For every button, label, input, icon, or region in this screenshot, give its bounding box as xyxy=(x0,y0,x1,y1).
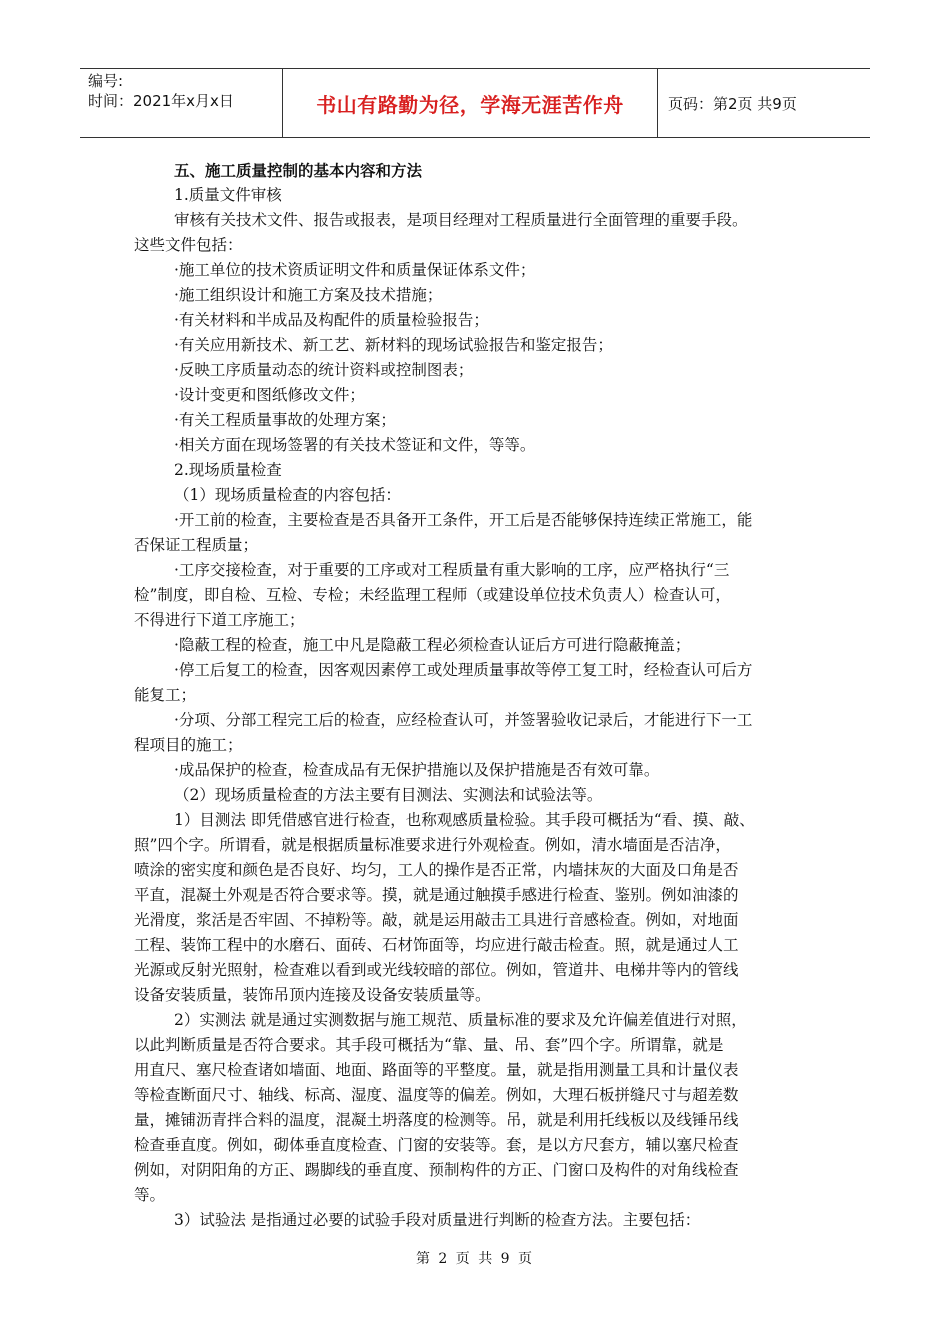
body-line: ·开工前的检查，主要检查是否具备开工条件，开工后是否能够保持连续正常施工，能 xyxy=(174,511,753,529)
body-line: ·相关方面在现场签署的有关技术签证和文件，等等。 xyxy=(174,436,536,454)
body-line: ·有关工程质量事故的处理方案； xyxy=(174,411,396,429)
body-line: ·施工组织设计和施工方案及技术措施； xyxy=(174,286,443,304)
body-line: 例如，对阴阳角的方正、踢脚线的垂直度、预制构件的方正、门窗口及构件的对角线检查 xyxy=(134,1161,739,1179)
body-line: 2）实测法 就是通过实测数据与施工规范、质量标准的要求及允许偏差值进行对照， xyxy=(174,1011,747,1029)
body-line: 等检查断面尺寸、轴线、标高、湿度、温度等的偏差。例如，大理石板拼缝尺寸与超差数 xyxy=(134,1086,739,1104)
body-line: 程项目的施工； xyxy=(134,736,243,754)
body-line: 光滑度，浆活是否牢固、不掉粉等。敲，就是运用敲击工具进行音感检查。例如，对地面 xyxy=(134,911,739,929)
body-line: 光源或反射光照射，检查难以看到或光线较暗的部位。例如，管道井、电梯井等内的管线 xyxy=(134,961,739,979)
body-line: （2）现场质量检查的方法主要有目测法、实测法和试验法等。 xyxy=(174,786,603,804)
header-left-cell xyxy=(80,69,282,137)
body-line: 否保证工程质量； xyxy=(134,536,259,554)
body-line: （1）现场质量检查的内容包括： xyxy=(174,486,401,504)
body-line: 喷涂的密实度和颜色是否良好、均匀，工人的操作是否正常，内墙抹灰的大面及口角是否 xyxy=(134,861,739,879)
body-line: ·分项、分部工程完工后的检查，应经检查认可，并签署验收记录后，才能进行下一工 xyxy=(174,711,753,729)
body-line: ·工序交接检查，对于重要的工序或对工程质量有重大影响的工序，应严格执行“三 xyxy=(174,561,730,579)
body-line: 1.质量文件审核 xyxy=(174,186,282,204)
body-line: ·有关材料和半成品及构配件的质量检验报告； xyxy=(174,311,489,329)
header-page-info: 页码：第2页 共9页 xyxy=(668,94,797,113)
body-line: 能复工； xyxy=(134,686,197,704)
body-line: 2.现场质量检查 xyxy=(174,461,282,479)
body-line: 工程、装饰工程中的水磨石、面砖、石材饰面等，均应进行敲击检查。照，就是通过人工 xyxy=(134,936,739,954)
page-footer: 第 2 页 共 9 页 xyxy=(415,1251,535,1267)
body-line: 用直尺、塞尺检查诸如墙面、地面、路面等的平整度。量，就是指用测量工具和计量仪表 xyxy=(134,1061,739,1079)
document-body xyxy=(134,158,814,1233)
body-line: ·停工后复工的检查，因客观因素停工或处理质量事故等停工复工时，经检查认可后方 xyxy=(174,661,753,679)
body-line: 检”制度，即自检、互检、专检；未经监理工程师（或建设单位技术负责人）检查认可， xyxy=(134,586,731,604)
body-line: 1）目测法 即凭借感官进行检查，也称观感质量检验。其手段可概括为“看、摸、敲、 xyxy=(174,811,755,829)
body-line: ·施工单位的技术资质证明文件和质量保证体系文件； xyxy=(174,261,536,279)
body-line: 平直，混凝土外观是否符合要求等。摸，就是通过触摸手感进行检查、鉴别。例如油漆的 xyxy=(134,886,739,904)
document-time-label: 时间：2021年x月x日 xyxy=(88,92,234,110)
body-line: 3）试验法 是指通过必要的试验手段对质量进行判断的检查方法。主要包括： xyxy=(174,1211,701,1229)
body-line: ·有关应用新技术、新工艺、新材料的现场试验报告和鉴定报告； xyxy=(174,336,613,354)
body-line: 检查垂直度。例如，砌体垂直度检查、门窗的安装等。套，是以方尺套方，辅以塞尺检查 xyxy=(134,1136,739,1154)
body-line: 等。 xyxy=(134,1186,166,1204)
body-line: ·反映工序质量动态的统计资料或控制图表； xyxy=(174,361,474,379)
body-line: 以此判断质量是否符合要求。其手段可概括为“靠、量、吊、套”四个字。所谓靠，就是 xyxy=(134,1036,724,1054)
body-line: 量，摊铺沥青拌合料的温度，混凝土坍落度的检测等。吊，就是利用托线板以及线锤吊线 xyxy=(134,1111,739,1129)
page-header xyxy=(80,68,870,138)
body-line: ·设计变更和图纸修改文件； xyxy=(174,386,365,404)
header-motto: 书山有路勤为径，学海无涯苦作舟 xyxy=(282,69,658,137)
body-line: ·成品保护的检查，检查成品有无保护措施以及保护措施是否有效可靠。 xyxy=(174,761,660,779)
body-line: ·隐蔽工程的检查，施工中凡是隐蔽工程必须检查认证后方可进行隐蔽掩盖； xyxy=(174,636,691,654)
body-line: 五、施工质量控制的基本内容和方法 xyxy=(174,161,423,180)
body-line: 这些文件包括： xyxy=(134,236,243,254)
body-line: 审核有关技术文件、报告或报表，是项目经理对工程质量进行全面管理的重要手段。 xyxy=(174,211,748,229)
body-line: 不得进行下道工序施工； xyxy=(134,611,305,629)
body-line: 设备安装质量，装饰吊顶内连接及设备安装质量等。 xyxy=(134,986,491,1004)
document-number-label: 编号: xyxy=(88,72,124,90)
body-line: 照”四个字。所谓看，就是根据质量标准要求进行外观检查。例如，清水墙面是否洁净， xyxy=(134,836,731,854)
